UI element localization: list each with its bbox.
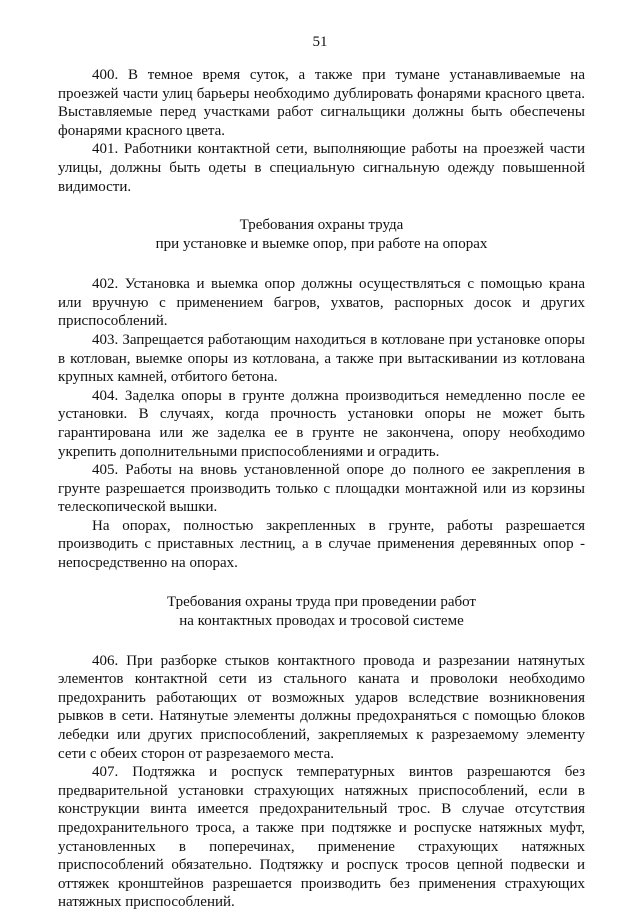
paragraph-403: 403. Запрещается работающим находиться в котловане при установке опоры в котлован, выемке опоры из котлована, а также при вытаскивании из котлована крупных камней, отбитого бетона. <box>58 331 585 386</box>
section-heading-line: Требования охраны труда при проведении работ <box>167 593 476 610</box>
paragraph-405-continued: На опорах, полностью закрепленных в грунте, работы разрешается производить с приставных лестниц, а в случае применения деревянных опор - непосредственно на опорах. <box>58 517 585 572</box>
paragraph-404: 404. Заделка опоры в грунте должна производиться немедленно после ее установки. В случаях, когда прочность установки опоры не может быть гарантирована или же заделка ее в грунте не закончена, опору необходимо укрепить дополнительными приспособлениями и оградить. <box>58 387 585 460</box>
paragraph-401: 401. Работники контактной сети, выполняющие работы на проезжей части улицы, должны быть одеты в специальную сигнальную одежду повышенной видимости. <box>58 141 585 195</box>
section-heading-supports <box>58 216 585 254</box>
paragraph-405: 405. Работы на вновь установленной опоре до полного ее закрепления в грунте разрешается производить только с площадки монтажной или из корзины телескопической вышки. <box>58 462 585 516</box>
page-number: 51 <box>312 34 328 50</box>
paragraph-406: 406. При разборке стыков контактного провода и разрезании натянутых элементов контактной сети из стального каната и проволоки необходимо предохранить работающих от возможных ударов вследствие возникновения рывков в сети. Натянутые элементы должны предохраняться с помощью блоков лебедки или других приспособлений, закрепляемых к разрезаемому элементу сети с обеих сторон от разрезаемого места. <box>58 652 585 762</box>
section-heading-line: на контактных проводах и тросовой системе <box>179 612 464 629</box>
paragraph-407: 407. Подтяжка и роспуск температурных винтов разрешаются без предварительной установки страхующих натяжных приспособлений, если в конструкции винта имеется предохранительный трос. В случае отсутствия предохранительного троса, а также при подтяжке и роспуске натяжных муфт, установленных в поперечинах, применение страхующих натяжных приспособлений обязательно. Подтяжку и роспуск тросов цепной подвески и оттяжек кронштейнов разрешается производить без применения страхующих натяжных приспособлений. <box>58 764 585 911</box>
section-heading-line: Требования охраны труда <box>239 217 404 234</box>
document-body <box>58 66 585 912</box>
section-heading-line: при установке и выемке опор, при работе на опорах <box>155 236 488 253</box>
paragraph-400: 400. В темное время суток, а также при тумане устанавливаемые на проезжей части улиц барьеры необходимо дублировать фонарями красного цвета. Выставляемые перед участками работ сигнальщики должны быть обеспечены фонарями красного цвета. <box>58 67 585 139</box>
section-heading-wires <box>58 593 585 631</box>
paragraph-402: 402. Установка и выемка опор должны осуществляться с помощью крана или вручную с применением багров, ухватов, распорных досок и других приспособлений. <box>58 276 585 330</box>
